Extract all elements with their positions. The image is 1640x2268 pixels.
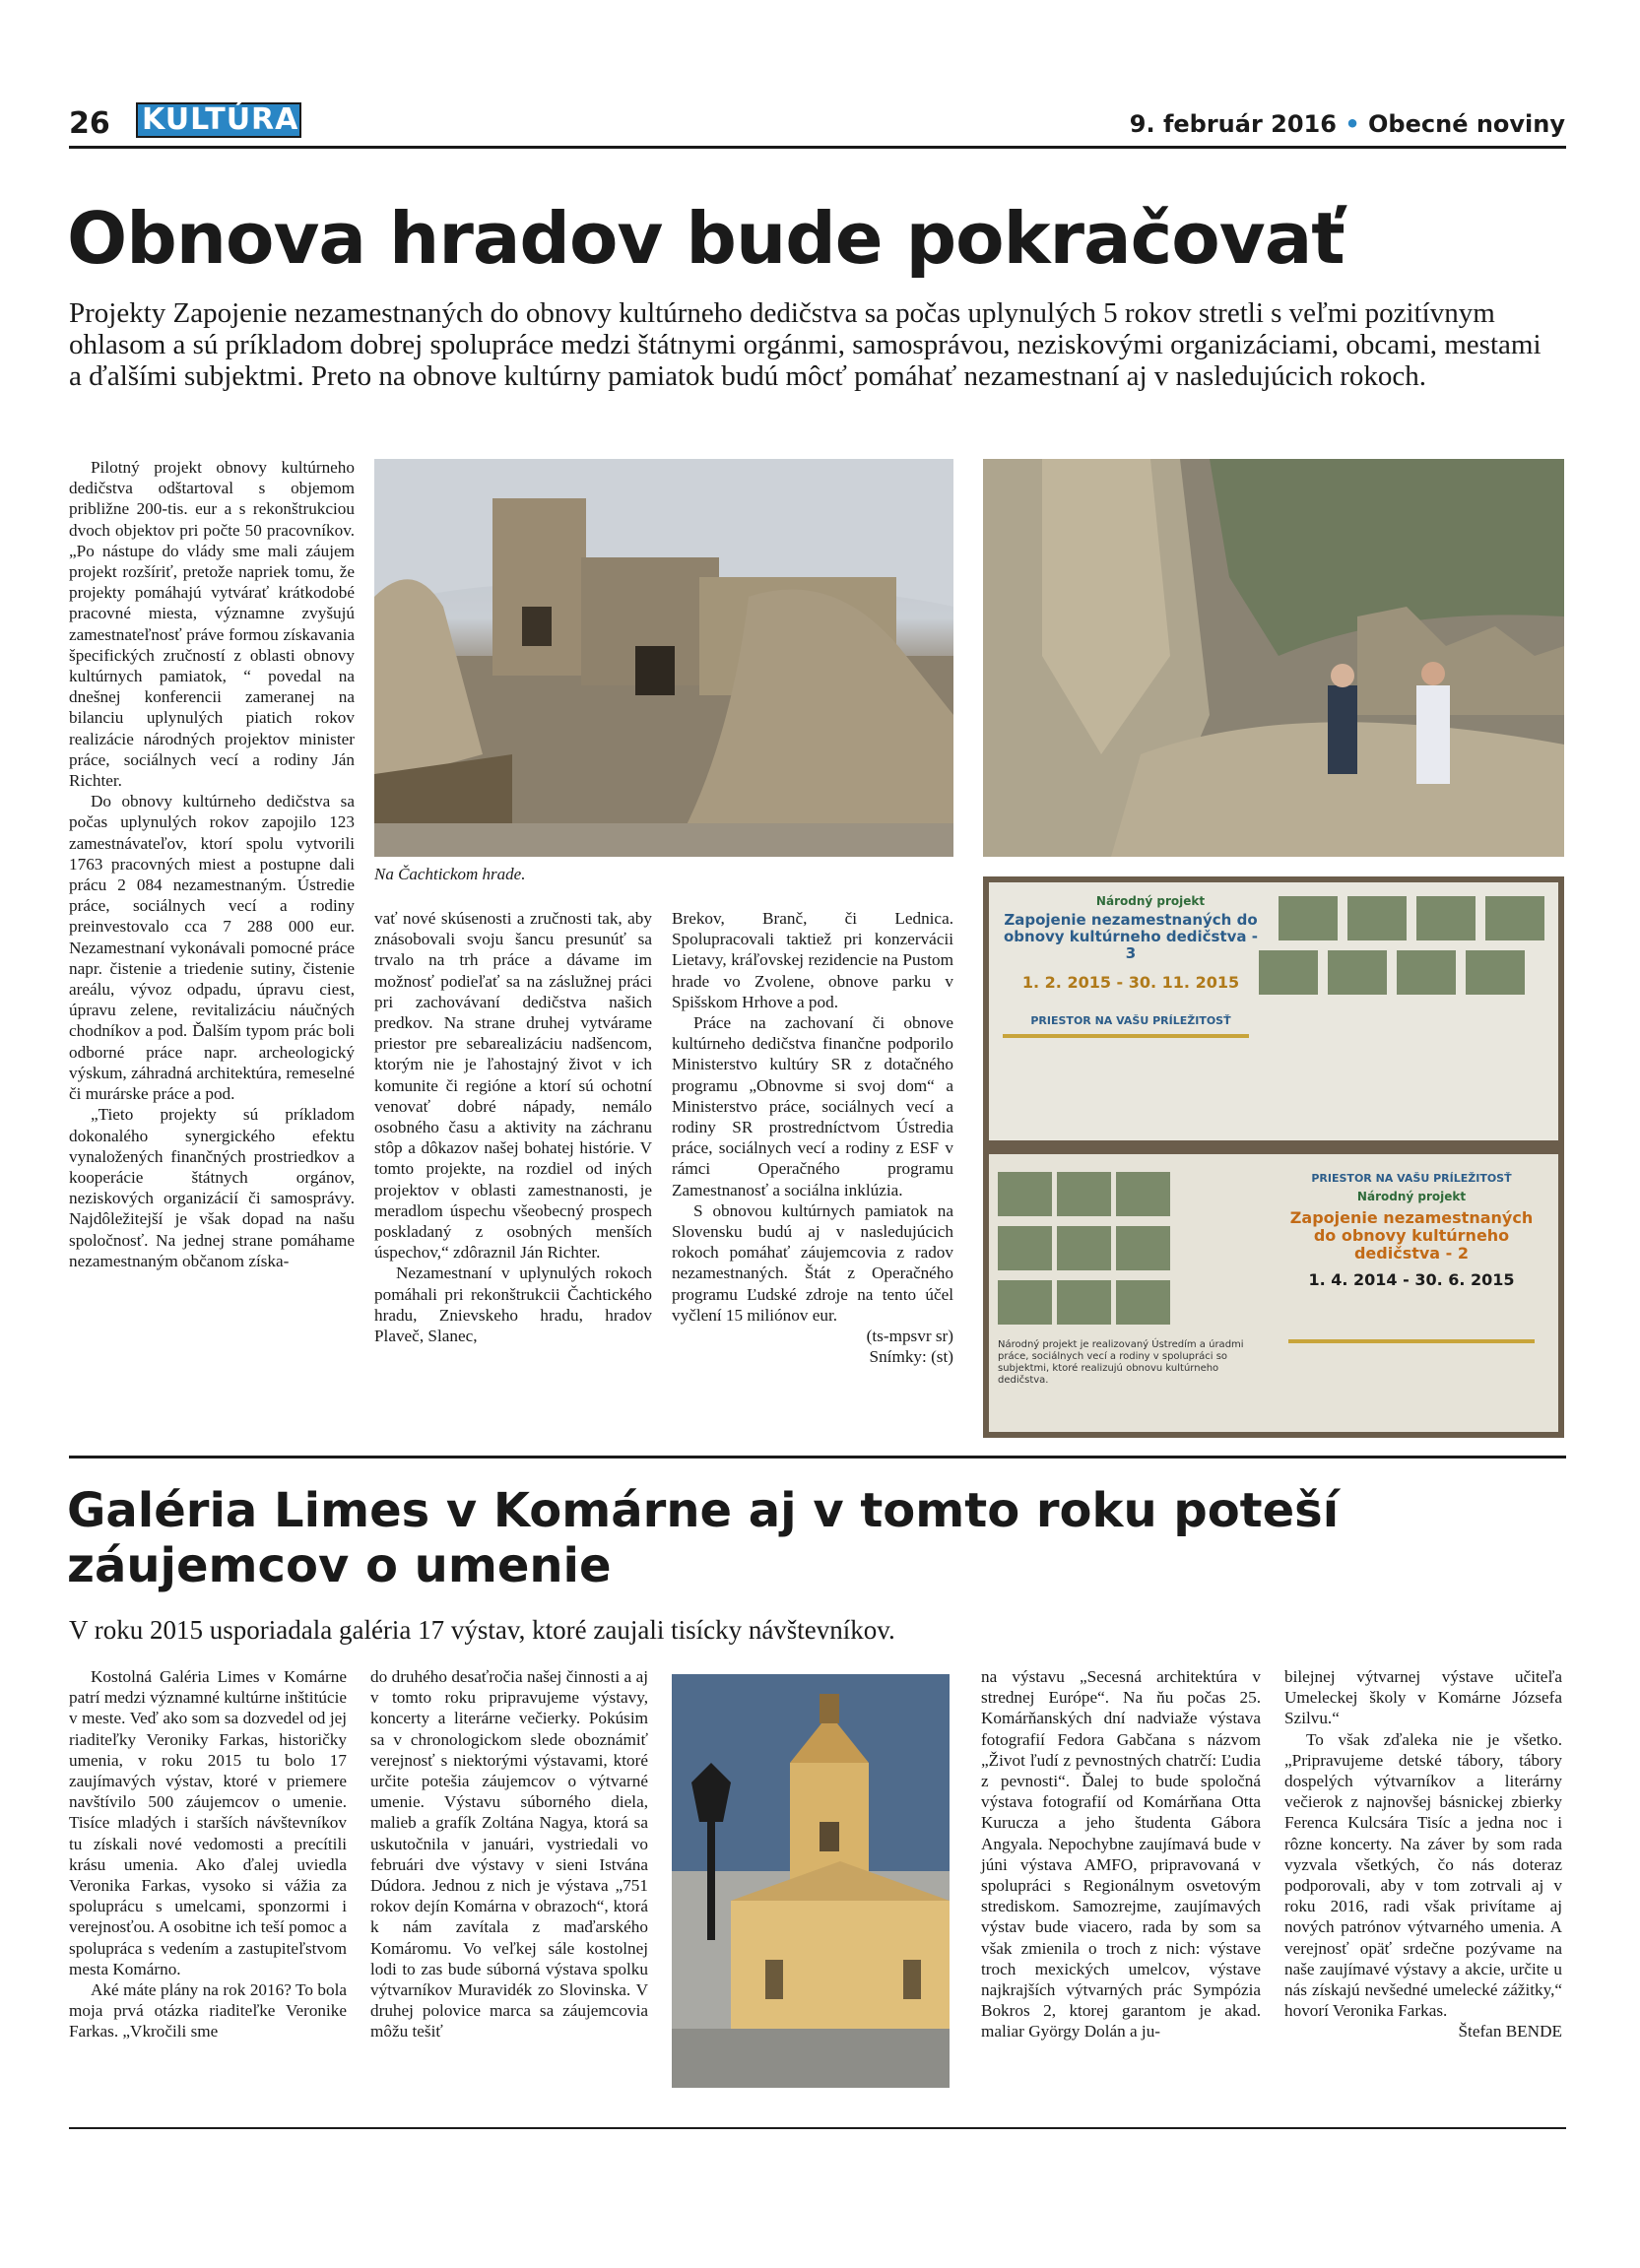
- publication-name: Obecné noviny: [1368, 110, 1565, 138]
- section-label-text: KULTÚRA: [138, 104, 299, 136]
- article2-column-4: [1284, 1666, 1562, 2042]
- article2-lead: V roku 2015 usporiadala galéria 17 výstav, ktoré zaujali tisícky návštevníkov.: [69, 1615, 895, 1645]
- article1-column-3: [672, 908, 953, 1367]
- paragraph: Práce na zachovaní či obnove kultúrneho dedičstva finančne podporilo Ministerstvo kultúry SR z dotačného programu „Obnovme si svoj dom“ a Ministerstvo práce, sociálnych vecí a rodiny SR prostredníctvom Ústredia práce, sociálnych vecí a rodiny z ESF v rámci Operačného programu Zamestnanosť a sociálna inklúzia.: [672, 1013, 953, 1199]
- paragraph: Do obnovy kultúrneho dedičstva sa počas uplynulých rokov zapojilo 123 zamestnávateľov, ktorí spolu vytvorili 1763 pracovných miest a postupne dali prácu 2 084 nezamestnaným. Ústredie práce, sociálnych vecí a rodiny preinvestovalo cca 7 288 000 eur. Nezamestnaní vykonávali pomocné práce napr. čistenie a triedenie sutiny, čistenie areálu, vývoz odpadu, úpravu ciest, úpravu zelene, revitalizáciu náučných chodníkov a pod. Ďalším typom prác boli odborné práce napr. archeologický výskum, záhradná architektúra, remeselné či murárske práce a pod.: [69, 792, 355, 1104]
- article-source: (ts-mpsvr sr): [866, 1327, 953, 1346]
- castle-ruins-photo: [983, 459, 1564, 857]
- poster-dates: 1. 2. 2015 - 30. 11. 2015: [1021, 973, 1240, 992]
- poster-footer: Národný projekt je realizovaný Ústredím a úradmi práce, sociálnych vecí a rodiny v spolupráci so subjektmi, ktoré realizujú obnovu kultúrneho dedičstva.: [998, 1339, 1244, 1386]
- article2-column-1: [69, 1666, 347, 2042]
- article1-headline: Obnova hradov bude pokračovať: [67, 197, 1345, 280]
- paragraph: bilejnej výtvarnej výstave učiteľa Umeleckej školy v Komárne Józsefa Szilvu.“: [1284, 1667, 1562, 1728]
- paragraph: Nezamestnaní v uplynulých rokoch pomáhali pri rekonštrukcii Čachtického hradu, Znievskeho hradu, hradov Plaveč, Slanec,: [374, 1264, 652, 1346]
- bottom-rule: [69, 2127, 1566, 2129]
- article2-column-3: [981, 1666, 1261, 2042]
- paragraph: Kostolná Galéria Limes v Komárne patrí medzi významné kultúrne inštitúcie v meste. Veď ako som sa dozvedel od jej riaditeľky Veroniky Farkas, historičky umenia, v roku 2015 tu bolo 17 zaujímavých výstav, ktoré v priemere navštívilo 500 záujemcov o umenie. Tisíce mladých i starších návštevníkov tu získali nové vedomosti a precítili krásu umenia. Ako ďalej uviedla Veronika Farkas, vysoko si vážia za spoluprácu s umelcami, sponzormi i verejnosťou. A osobitne ich teší pomoc a spolupráca s vedením a zastupiteľstvom mesta Komárno.: [69, 1667, 347, 1978]
- issue-info: [1130, 110, 1565, 138]
- poster-banner: PRIESTOR NA VAŠU PRÍLEŽITOSŤ: [1030, 1014, 1231, 1027]
- header-rule: [69, 146, 1566, 149]
- paragraph: do druhého desaťročia našej činnosti a aj v tomto roku pripravujeme výstavy, koncerty a literárne večierky. Pokúsim sa v chronologickom slede oboznámiť verejnosť s niektorými výstavami, ktoré určite potešia záujemcov o výtvarné umenie. Výstavu súborného diela, malieb a grafík Zoltána Nagya, ktorá sa uskutočnila v januári, vystriedali vo februári dve výstavy v sieni Istvána Dúdora. Jednou z nich je výstava „751 rokov dejín Komárna v obrazoch“, ktorá k nám zavítala z maďarského Komáromu. Vo veľkej sále kostolnej lodi to zas bude súborná výstava spolku výtvarníkov Muravidék zo Slovinska. V druhej polovice marca sa záujemcovia môžu tešiť: [370, 1667, 648, 2041]
- header-separator: •: [1345, 110, 1360, 138]
- paragraph: „Tieto projekty sú príkladom dokonalého synergického efektu vynaložených finančných prostriedkov a kooperácie štátnych orgánov, neziskových organizácií či samosprávy. Najdôležitejší je však dopad na našu spoločnosť. Na jednej strane pomáhame nezamestnaným občanom získa-: [69, 1105, 355, 1270]
- article2-headline: Galéria Limes v Komárne aj v tomto roku poteší záujemcov o umenie: [67, 1483, 1340, 1593]
- poster-dates: 1. 4. 2014 - 30. 6. 2015: [1308, 1270, 1515, 1289]
- photo-credit: Snímky: (st): [869, 1347, 953, 1367]
- poster-banner: PRIESTOR NA VAŠU PRÍLEŽITOSŤ: [1311, 1172, 1512, 1185]
- page-number: 26: [69, 106, 110, 141]
- issue-date: 9. február 2016: [1129, 110, 1337, 138]
- article-separator: [69, 1456, 1566, 1458]
- castle-courtyard-photo: [374, 459, 953, 857]
- paragraph: To však zďaleka nie je všetko. „Pripravujeme detské tábory, tábory dospelých výtvarníkov a literárny večierok z najnovšej básnickej zbierky Ferenca Kulcsára Tisíc a jedna noc i rôzne koncerty. Na záver by som rada vyzvala všetkých, čo nás doteraz podporovali, aby v tom zotrvali aj v roku 2016, radi však privítame aj nových patrónov výtvarného umenia. A verejnosť opäť srdečne pozývame na naše zaujímavé výstavy a akcie, určite u nás získajú nevšedné umelecké zážitky,“ hovorí Veronika Farkas.: [1284, 1729, 1562, 2021]
- article1-column-2: [374, 908, 652, 1346]
- poster-title: Zapojenie nezamestnaných do obnovy kultúrneho dedičstva - 3: [1003, 911, 1259, 962]
- paragraph: Pilotný projekt obnovy kultúrneho dedičstva odštartoval s objemom približne 200-tis. eur a s rekonštrukciou dvoch objektov pri počte 50 pracovníkov. „Po nástupe do vlády sme mali záujem projekt rozšíriť, pretože napriek tomu, že projekty pomáhajú vytvárať krátkodobé pracovné miesta, významne zvyšujú zamestnateľnosť práve formou získavania špecifických zručností z oblasti obnovy kultúrnych pamiatok, “ povedal na dnešnej konferencii zameranej na bilanciu uplynulých piatich rokov realizácie národných projektov minister práce, sociálnych vecí a rodiny Ján Richter.: [69, 458, 355, 791]
- paragraph: vať nové skúsenosti a zručnosti tak, aby znásobovali svoju šancu presunúť sa trvalo na trh práce a dávame im možnosť podieľať sa na záslužnej práci pri zachovávaní dedičstva našich predkov. Na strane druhej vytvárame priestor pre sebarealizáciu nadšencom, ktorým nie je ľahostajný život v ich komunite či regióne a ktorí sú ochotní venovať dobré nápady, nemálo osobného času a aktivity na záchranu stôp a dôkazov našej bohatej histórie. V tomto projekte, na rozdiel od iných projektov v oblasti zamestnanosti, je meradlom úspechu všeobecný prospech poskladaný z osobných menších úspechov,“ zdôraznil Ján Richter.: [374, 909, 652, 1263]
- article2-column-2: [370, 1666, 648, 2042]
- article1-lead: Projekty Zapojenie nezamestnaných do obnovy kultúrneho dedičstva sa počas uplynulých 5 rokov stretli s veľmi pozitívnym ohlasom a sú príkladom dobrej spolupráce medzi štátnymi orgánmi, samosprávou, neziskovými organizáciami, obcami, mestami a ďalšími subjektmi. Preto na obnove kultúrny pamiatok budú môcť pomáhať nezamestnaní aj v nasledujúcich rokoch.: [69, 297, 1542, 392]
- photo-caption: Na Čachtickom hrade.: [374, 865, 526, 883]
- section-label: [136, 102, 301, 138]
- poster-label: Národný projekt: [1356, 1190, 1467, 1203]
- paragraph: Brekov, Branč, či Lednica. Spolupracovali taktiež pri konzervácii Lietavy, kráľovskej rezidencie na Pustom hrade vo Zvolene, obnove parku v Spišskom Hrhove a pod.: [672, 909, 953, 1011]
- paragraph: S obnovou kultúrnych pamiatok na Slovensku budú aj v nasledujúcich rokoch pomáhať záujemcovia z radov nezamestnaných. Štát z Operačného programu Ľudské zdroje na tento účel vyčlení 15 miliónov eur.: [672, 1200, 953, 1325]
- poster-title: Zapojenie nezamestnaných do obnovy kultúrneho dedičstva - 2: [1289, 1208, 1534, 1263]
- article1-column-1: [69, 457, 355, 1271]
- paragraph: Aké máte plány na rok 2016? To bola moja prvá otázka riaditeľke Veronike Farkas. „Vkročili sme: [69, 1980, 347, 2041]
- church-photo: [672, 1674, 950, 2088]
- paragraph: na výstavu „Secesná architektúra v strednej Európe“. Na ňu počas 25. Komárňanských dní nadviaže výstava fotografií Fedora Gabčana s názvom „Život ľudí z pevnostných chatrčí: Ľudia z pevnosti“. Ďalej to bude spoločná výstava fotografií od Komárňana Otta Kurucza a jeho študenta Gábora Angyala. Nepochybne zaujímavá bude v júni výstava AMFO, pripravovaná v spolupráci s Regionálnym osvetovým strediskom. Samozrejme, zaujímavých výstav bude viacero, rada by som sa však zmienila o troch z nich: výstave troch mexických umelcov, výstave najkrajších výtvarných prác Sympózia Bokros 2, ktorej garantom je akad. maliar György Dolán a ju-: [981, 1667, 1261, 2041]
- article-author: Štefan BENDE: [1458, 2022, 1562, 2041]
- project-posters-photo: [983, 876, 1564, 1438]
- poster-label: Národný projekt: [1095, 894, 1206, 908]
